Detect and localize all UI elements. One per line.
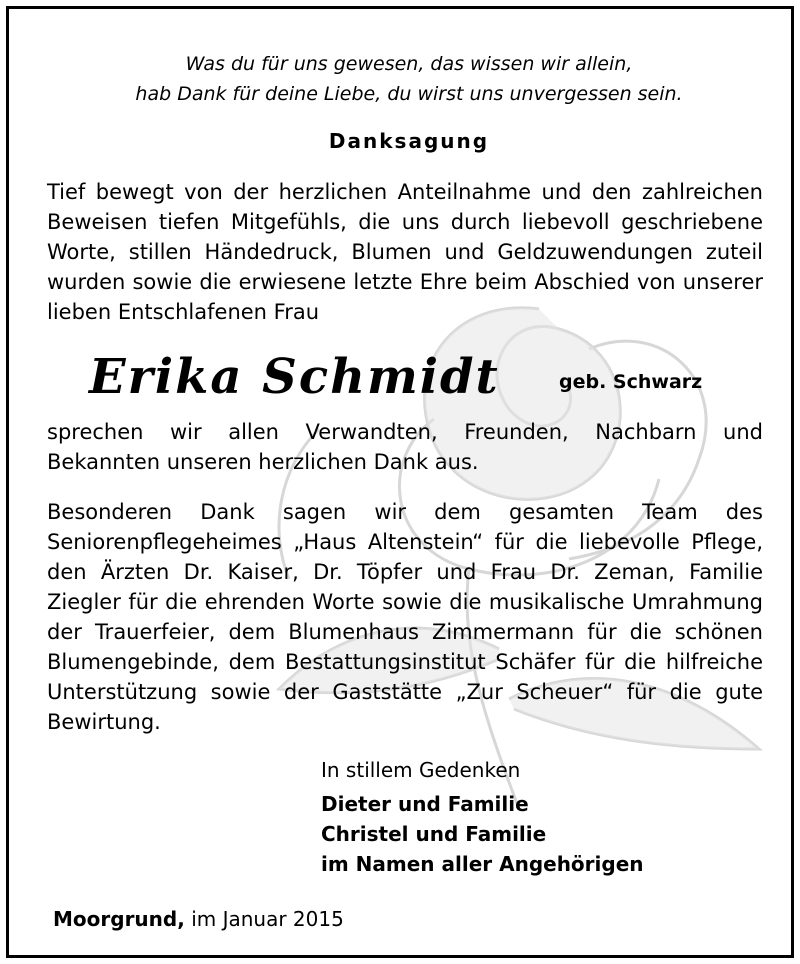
obituary-frame [6, 6, 794, 958]
place-date [53, 907, 344, 931]
heading: Danksagung [328, 129, 490, 153]
paragraph-thanks: sprechen wir allen Verwandten, Freunden, Nachbarn und Bekannten unseren herzlichen Dank aus. [47, 420, 763, 474]
closing-phrase: In stillem Gedenken [321, 758, 521, 782]
town: Moorgrund, [53, 907, 185, 931]
deceased-block [79, 349, 779, 409]
signatories [321, 789, 644, 879]
paragraph-special-thanks: Besonderen Dank sagen wir dem gesamten Team des Seniorenpflegeheimes „Haus Altenstein“ für die liebevolle Pflege, den Ärzten Dr. Kaiser, Dr. Töpfer und Frau Dr. Zeman, Familie Ziegler für die ehrenden Worte sowie die musikalische Umrahmung der Trauerfeier, dem Blumenhaus Zimmermann für die schönen Blumengebinde, dem Bestattungsinstitut Schäfer für die hilfreiche Unterstützung sowie der Gaststätte „Zur Scheuer“ für die gute Bewirtung. [47, 500, 763, 734]
paragraph-intro: Tief bewegt von der herzlichen Anteilnahme und den zahlreichen Beweisen tiefen Mitgefühls, die uns durch liebevoll geschriebene Worte, stillen Händedruck, Blumen und Geldzuwendungen zuteil wurden sowie die erwiesene letzte Ehre beim Abschied von unserer lieben Entschlafenen Frau [47, 180, 763, 324]
motto-verse [9, 49, 794, 109]
birth-name: geb. Schwarz [559, 371, 703, 393]
deceased-name: Erika Schmidt [89, 349, 500, 405]
motto-line-1: Was du für uns gewesen, das wissen wir allein, [185, 53, 633, 75]
signatory-1: Dieter und Familie [321, 792, 529, 816]
date: im Januar 2015 [191, 907, 344, 931]
motto-line-2: hab Dank für deine Liebe, du wirst uns unvergessen sein. [135, 83, 683, 105]
signatory-3: im Namen aller Angehörigen [321, 852, 644, 876]
signatory-2: Christel und Familie [321, 822, 547, 846]
